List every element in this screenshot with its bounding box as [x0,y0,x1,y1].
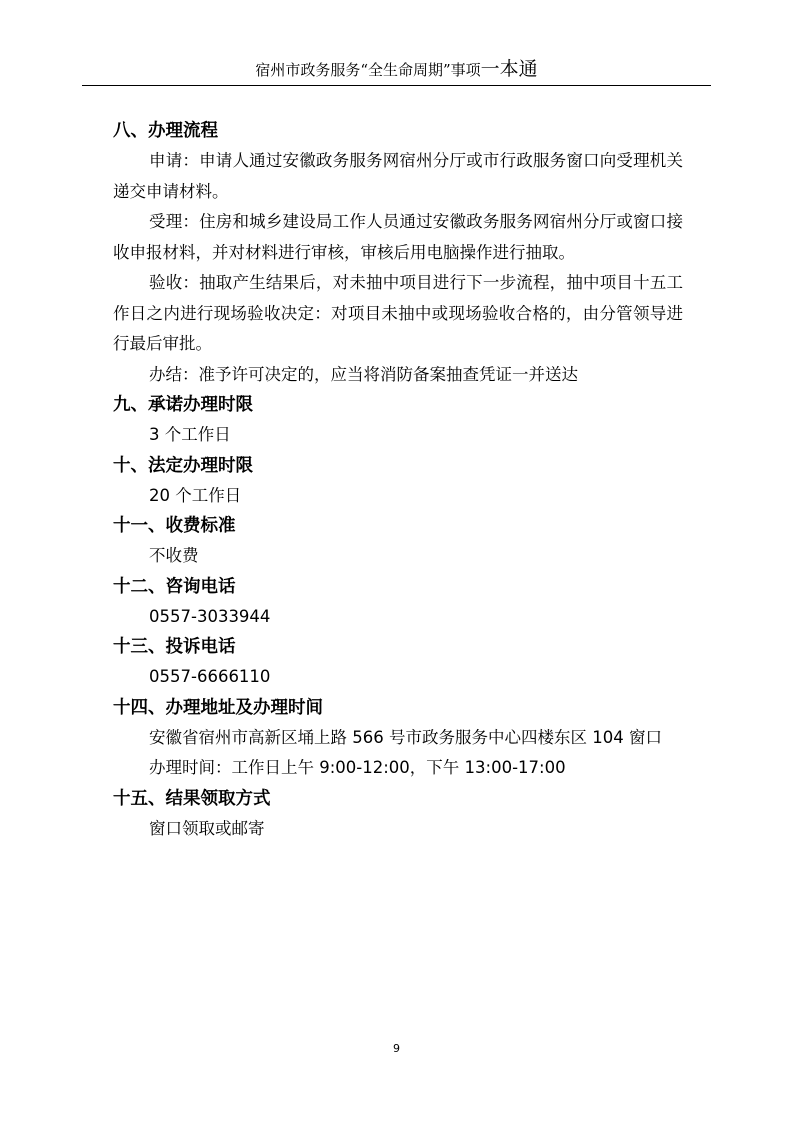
section-title: 九、承诺办理时限 [113,395,253,415]
page-number: 9 [393,1042,400,1055]
section-promised-time [113,390,683,451]
section-fee [113,511,683,572]
paragraph-complete: 办结：准予许可决定的，应当将消防备案抽查凭证一并送达 [149,364,578,384]
consult-phone-number: 0557-3033944 [149,606,271,626]
section-result-pickup [113,784,683,845]
office-address: 安徽省宿州市高新区埇上路 566 号市政务服务中心四楼东区 104 窗口 [149,727,662,747]
office-hours: 办理时间：工作日上午 9:00-12:00，下午 13:00-17:00 [149,758,566,777]
section-value: 不收费 [149,546,199,565]
section-title: 十一、收费标准 [113,516,236,536]
section-title: 十三、投诉电话 [113,637,236,657]
paragraph-accept: 受理：住房和城乡建设局工作人员通过安徽政务服务网宿州分厅或窗口接收申报材料，并对材料进行审核，审核后用电脑操作进行抽取。 [113,212,683,262]
section-legal-time [113,451,683,512]
section-consult-phone [113,572,683,633]
section-value: 3 个工作日 [149,425,231,444]
section-title: 八、办理流程 [113,121,218,141]
section-complaint-phone [113,632,683,693]
section-title: 十二、咨询电话 [113,576,236,597]
header-title-tail: 一本通 [480,58,538,80]
paragraph-inspect: 验收：抽取产生结果后，对未抽中项目进行下一步流程，抽中项目十五工作日之内进行现场验收决定：对项目未抽中或现场验收合格的，由分管领导进行最后审批。 [113,273,683,353]
section-address-hours [113,693,683,784]
section-title: 十四、办理地址及办理时间 [113,697,323,718]
section-title: 十、法定办理时限 [113,455,253,476]
section-value: 20 个工作日 [149,485,242,505]
section-value: 窗口领取或邮寄 [149,818,265,838]
section-title: 十五、结果领取方式 [113,788,271,809]
paragraph-apply: 申请：申请人通过安徽政务服务网宿州分厅或市行政服务窗口向受理机关递交申请材料。 [113,151,683,201]
page-header [82,58,711,86]
header-title: 宿州市政务服务“全生命周期”事项 [255,61,481,79]
complaint-phone-number: 0557-6666110 [149,667,271,686]
section-process [113,116,683,390]
document-body [113,116,683,844]
